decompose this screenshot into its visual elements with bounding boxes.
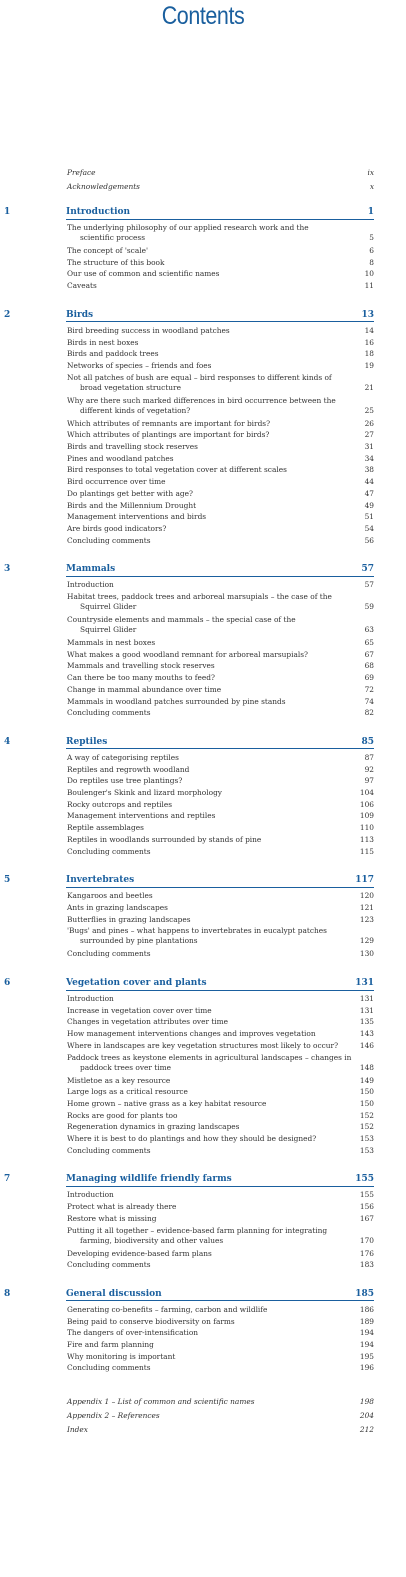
entry-page: 110	[359, 823, 374, 833]
entry-page: 5	[369, 233, 374, 243]
entry-page: 26	[364, 418, 374, 428]
entry-title: Developing evidence-based farm plans	[67, 1248, 212, 1258]
entry-page: 59	[364, 602, 374, 612]
toc-entry[interactable]	[0, 638, 406, 650]
chapter-heading[interactable]	[0, 1173, 406, 1185]
chapter-number: 3	[4, 564, 11, 575]
entry-title: Generating co-benefits – farming, carbon and wildlife	[67, 1304, 268, 1314]
entry-title-continued: Squirrel Glider	[80, 602, 137, 612]
entry-page: 189	[359, 1316, 374, 1326]
toc-entry[interactable]	[0, 823, 406, 835]
entry-title: Reptiles in woodlands surrounded by stands of pine	[67, 834, 262, 844]
toc-entry[interactable]	[0, 1076, 406, 1088]
entry-title: Not all patches of bush are equal – bird responses to different kinds of	[67, 372, 332, 382]
toc-entry[interactable]	[0, 512, 406, 524]
back-matter-entry[interactable]	[0, 1425, 406, 1437]
entry-page: 31	[364, 442, 374, 451]
chapter-heading[interactable]	[0, 563, 406, 575]
toc-entry[interactable]	[0, 372, 406, 392]
back-matter-entry[interactable]	[0, 1397, 406, 1409]
entry-page: 57	[364, 580, 374, 590]
entry-title: Introduction	[67, 994, 114, 1003]
toc-entry[interactable]	[0, 915, 406, 927]
chapter-number: 1	[4, 207, 11, 217]
chapter-rule	[66, 887, 374, 888]
entry-title: Where it is best to do plantings and how they should be designed?	[67, 1134, 317, 1143]
toc-entry[interactable]	[0, 501, 406, 513]
toc-entry[interactable]	[0, 258, 406, 270]
entry-page: 44	[364, 477, 374, 487]
toc-entry[interactable]	[0, 788, 406, 800]
entry-title: Concluding comments	[67, 535, 151, 545]
chapter-title: General discussion	[66, 1288, 162, 1299]
toc-entry[interactable]	[0, 1006, 406, 1018]
entry-page: 67	[364, 649, 374, 659]
entry-page: 129	[359, 936, 374, 946]
entry-title: Bird breeding success in woodland patches	[67, 325, 230, 335]
chapter-page: 185	[355, 1288, 374, 1299]
entry-page: 135	[359, 1017, 374, 1027]
entry-page: 143	[359, 1029, 374, 1039]
entry-title: Concluding comments	[67, 1363, 151, 1373]
entry-title-continued: different kinds of vegetation?	[80, 405, 191, 415]
entry-page: 212	[359, 1425, 374, 1435]
entry-title: Concluding comments	[67, 846, 151, 856]
toc-entry[interactable]	[0, 1146, 406, 1158]
entry-title: Birds and paddock trees	[67, 349, 159, 359]
toc-entry[interactable]	[0, 994, 406, 1006]
toc-entry[interactable]	[0, 1087, 406, 1099]
toc-entry[interactable]	[0, 765, 406, 777]
entry-title: The underlying philosophy of our applied research work and the	[67, 223, 309, 232]
entry-title: Pines and woodland patches	[67, 453, 174, 463]
entry-title: Fire and farm planning	[67, 1340, 154, 1349]
chapter-heading[interactable]	[0, 977, 406, 989]
entry-page: 6	[369, 246, 374, 255]
entry-title: Home grown – native grass as a key habitat resource	[67, 1098, 267, 1108]
entry-page: 121	[359, 902, 374, 912]
entry-page: 74	[364, 696, 374, 706]
entry-page: 63	[364, 625, 374, 635]
entry-page: 19	[364, 360, 374, 370]
toc-entry[interactable]	[0, 361, 406, 373]
entry-title: Management interventions and reptiles	[67, 811, 216, 821]
chapter-title: Vegetation cover and plants	[66, 978, 207, 988]
entry-title: Do plantings get better with age?	[67, 488, 193, 498]
entry-page: 170	[359, 1235, 374, 1245]
entry-page: 18	[364, 349, 374, 359]
toc-entry[interactable]	[0, 1111, 406, 1123]
entry-page: 152	[359, 1122, 374, 1132]
entry-page: 131	[359, 1005, 374, 1015]
entry-title: Which attributes of remnants are important for birds?	[67, 418, 271, 428]
entry-title: 'Bugs' and pines – what happens to invertebrates in eucalypt patches	[67, 926, 327, 936]
entry-page: x	[369, 182, 374, 191]
entry-page: 153	[359, 1145, 374, 1155]
entry-title: What makes a good woodland remnant for arboreal marsupials?	[67, 649, 309, 659]
chapter-title: Introduction	[66, 207, 131, 217]
entry-page: 120	[359, 891, 374, 901]
toc-entry[interactable]	[0, 949, 406, 961]
entry-title: Countryside elements and mammals – the special case of the	[67, 615, 296, 624]
entry-title: Concluding comments	[67, 1260, 151, 1270]
entry-title: Appendix 1 – List of common and scientific names	[67, 1397, 255, 1407]
toc-entry[interactable]	[0, 697, 406, 709]
toc-entry[interactable]	[0, 338, 406, 350]
entry-title: Do reptiles use tree plantings?	[67, 776, 183, 786]
entry-page: 198	[359, 1397, 374, 1407]
chapter-number: 4	[4, 736, 11, 747]
toc-entry[interactable]	[0, 430, 406, 442]
toc-entry[interactable]	[0, 1305, 406, 1317]
entry-title: Being paid to conserve biodiversity on farms	[67, 1316, 235, 1326]
entry-page: 72	[364, 684, 374, 694]
toc-entry[interactable]	[0, 1328, 406, 1340]
chapter-number: 7	[4, 1174, 11, 1185]
entry-title: Why are there such marked differences in bird occurrence between the	[67, 395, 336, 405]
chapter-rule	[66, 1300, 374, 1301]
chapter-rule	[66, 576, 374, 577]
entry-page: 150	[359, 1087, 374, 1097]
entry-title: Birds and the Millennium Drought	[67, 500, 197, 510]
toc-entry[interactable]	[0, 1041, 406, 1053]
entry-title: Why monitoring is important	[67, 1351, 176, 1361]
toc-entry[interactable]	[0, 580, 406, 592]
entry-page: 87	[364, 752, 374, 762]
toc-entry[interactable]	[0, 1202, 406, 1214]
entry-title: Rocks are good for plants too	[67, 1110, 178, 1120]
toc-entry[interactable]	[0, 753, 406, 765]
entry-page: 183	[359, 1260, 374, 1270]
chapter-page: 117	[355, 875, 374, 886]
entry-title: Mistletoe as a key resource	[67, 1075, 171, 1085]
toc-entry[interactable]	[0, 1029, 406, 1041]
entry-title: Concluding comments	[67, 1145, 151, 1155]
toc-entry[interactable]	[0, 395, 406, 415]
toc-entry[interactable]	[0, 1052, 406, 1072]
entry-page: 195	[359, 1351, 374, 1361]
toc-entry[interactable]	[0, 847, 406, 859]
toc-entry[interactable]	[0, 903, 406, 915]
page-title: Contents	[161, 2, 245, 30]
toc-entry[interactable]	[0, 489, 406, 501]
entry-page: 167	[359, 1213, 374, 1223]
chapter-page: 155	[355, 1174, 374, 1185]
front-matter-entry[interactable]	[0, 182, 406, 194]
entry-title: Mammals and travelling stock reserves	[67, 661, 215, 671]
chapter-heading[interactable]	[0, 1288, 406, 1300]
entry-page: 194	[359, 1328, 374, 1338]
entry-title-continued: surrounded by pine plantations	[80, 936, 198, 946]
entry-title: Are birds good indicators?	[67, 523, 167, 533]
entry-title: Habitat trees, paddock trees and arboreal marsupials – the case of the	[67, 592, 332, 601]
chapter-title: Reptiles	[66, 736, 108, 747]
toc-entry[interactable]	[0, 685, 406, 697]
entry-title: Bird occurrence over time	[67, 477, 166, 487]
chapter-page: 85	[361, 736, 374, 747]
chapter-title: Birds	[66, 309, 94, 320]
chapter-number: 5	[4, 875, 11, 886]
entry-title: Ants in grazing landscapes	[67, 902, 168, 912]
entry-page: 25	[364, 405, 374, 415]
entry-title: Networks of species – friends and foes	[67, 360, 212, 370]
entry-page: 186	[359, 1304, 374, 1314]
entry-title: A way of categorising reptiles	[67, 752, 179, 762]
chapter-heading[interactable]	[0, 874, 406, 886]
toc-entry[interactable]	[0, 536, 406, 548]
chapter-page: 1	[367, 207, 374, 217]
entry-title: Reptiles and regrowth woodland	[67, 764, 190, 774]
chapter-number: 8	[4, 1288, 11, 1299]
entry-page: 106	[359, 799, 374, 809]
toc-entry[interactable]	[0, 1317, 406, 1329]
entry-title-continued: farming, biodiversity and other values	[80, 1235, 224, 1245]
toc-entry[interactable]	[0, 223, 406, 243]
entry-page: 21	[364, 382, 374, 392]
toc-entry[interactable]	[0, 926, 406, 946]
entry-title: The dangers of over-intensification	[67, 1328, 199, 1338]
entry-page: 152	[359, 1110, 374, 1120]
entry-page: 123	[359, 914, 374, 924]
entry-page: 34	[364, 453, 374, 463]
chapter-page: 131	[355, 978, 374, 988]
entry-title: Management interventions and birds	[67, 512, 207, 522]
entry-title: Can there be too many mouths to feed?	[67, 673, 215, 683]
toc-entry[interactable]	[0, 419, 406, 431]
entry-page: 47	[364, 488, 374, 498]
chapter-number: 6	[4, 978, 11, 988]
entry-title-continued: paddock trees over time	[80, 1062, 172, 1072]
toc-entry[interactable]	[0, 1099, 406, 1111]
entry-title: Kangaroos and beetles	[67, 891, 153, 901]
chapter-page: 57	[361, 564, 374, 575]
entry-page: 149	[359, 1075, 374, 1085]
entry-title: Birds in nest boxes	[67, 337, 139, 347]
entry-title: Introduction	[67, 580, 114, 590]
toc-entry[interactable]	[0, 1134, 406, 1146]
entry-page: 14	[364, 325, 374, 335]
toc-entry[interactable]	[0, 524, 406, 536]
entry-page: 54	[364, 523, 374, 533]
entry-page: 11	[364, 281, 374, 291]
toc-entry[interactable]	[0, 661, 406, 673]
entry-title: Acknowledgements	[67, 182, 140, 191]
toc-entry[interactable]	[0, 1017, 406, 1029]
entry-page: 49	[364, 500, 374, 510]
entry-page: 113	[359, 834, 374, 844]
toc-entry[interactable]	[0, 800, 406, 812]
entry-page: 8	[369, 257, 374, 267]
entry-page: 196	[359, 1363, 374, 1373]
entry-page: 92	[364, 764, 374, 774]
entry-title: How management interventions changes and improves vegetation	[67, 1029, 316, 1039]
toc-entry[interactable]	[0, 650, 406, 662]
toc-entry[interactable]	[0, 1214, 406, 1226]
chapter-rule	[66, 321, 374, 322]
entry-title: Mammals in nest boxes	[67, 638, 156, 647]
entry-page: 176	[359, 1248, 374, 1258]
entry-page: 27	[364, 430, 374, 440]
entry-title: Butterflies in grazing landscapes	[67, 914, 191, 924]
entry-page: 155	[359, 1190, 374, 1200]
toc-entry[interactable]	[0, 1190, 406, 1202]
toc-entry[interactable]	[0, 776, 406, 788]
entry-title: Protect what is already there	[67, 1202, 177, 1212]
entry-page: ix	[367, 168, 374, 177]
toc-entry[interactable]	[0, 1363, 406, 1375]
chapter-heading[interactable]	[0, 206, 406, 218]
entry-title: Regeneration dynamics in grazing landscapes	[67, 1122, 240, 1132]
toc-entry[interactable]	[0, 1352, 406, 1364]
entry-page: 82	[364, 708, 374, 718]
entry-page: 10	[364, 269, 374, 279]
entry-title: Index	[67, 1425, 88, 1435]
entry-title: The structure of this book	[67, 257, 165, 267]
chapter-rule	[66, 1186, 374, 1187]
entry-page: 146	[359, 1040, 374, 1050]
entry-page: 204	[359, 1411, 374, 1421]
toc-entry[interactable]	[0, 246, 406, 258]
entry-page: 56	[364, 535, 374, 545]
entry-title: Change in mammal abundance over time	[67, 684, 222, 694]
entry-title: Which attributes of plantings are important for birds?	[67, 430, 270, 440]
entry-title: Putting it all together – evidence-based farm planning for integrating	[67, 1225, 328, 1235]
entry-title: Paddock trees as keystone elements in agricultural landscapes – changes in	[67, 1052, 352, 1062]
toc-entry[interactable]	[0, 811, 406, 823]
entry-title: Concluding comments	[67, 949, 151, 959]
toc-entry[interactable]	[0, 835, 406, 847]
entry-page: 115	[359, 846, 374, 856]
entry-page: 69	[364, 673, 374, 683]
chapter-number: 2	[4, 309, 11, 320]
entry-page: 65	[364, 638, 374, 647]
toc-entry[interactable]	[0, 1225, 406, 1245]
toc-entry[interactable]	[0, 326, 406, 338]
entry-title-continued: broad vegetation structure	[80, 382, 181, 392]
entry-title: Rocky outcrops and reptiles	[67, 799, 173, 809]
entry-title-continued: Squirrel Glider	[80, 625, 137, 635]
entry-page: 38	[364, 465, 374, 475]
entry-title: Appendix 2 – References	[67, 1411, 160, 1421]
entry-page: 16	[364, 337, 374, 347]
chapter-rule	[66, 219, 374, 220]
entry-page: 148	[359, 1062, 374, 1072]
toc-entry[interactable]	[0, 349, 406, 361]
entry-title-continued: scientific process	[80, 233, 145, 243]
entry-title: Caveats	[67, 281, 97, 291]
entry-title: Where in landscapes are key vegetation structures most likely to occur?	[67, 1040, 339, 1050]
entry-title: Mammals in woodland patches surrounded by pine stands	[67, 696, 286, 706]
toc-entry[interactable]	[0, 673, 406, 685]
entry-page: 130	[359, 949, 374, 959]
entry-title: Birds and travelling stock reserves	[67, 442, 198, 451]
toc-entry[interactable]	[0, 708, 406, 720]
toc-entry[interactable]	[0, 442, 406, 454]
entry-title: Preface	[67, 168, 96, 177]
chapter-rule	[66, 748, 374, 749]
entry-title: Reptile assemblages	[67, 823, 144, 833]
chapter-title: Mammals	[66, 564, 116, 575]
entry-page: 97	[364, 776, 374, 786]
entry-page: 68	[364, 661, 374, 671]
toc-entry[interactable]	[0, 269, 406, 281]
chapter-rule	[66, 990, 374, 991]
chapter-heading[interactable]	[0, 736, 406, 748]
entry-page: 156	[359, 1202, 374, 1212]
entry-page: 104	[359, 788, 374, 797]
chapter-title: Invertebrates	[66, 875, 135, 886]
entry-title: Concluding comments	[67, 708, 151, 718]
toc-entry[interactable]	[0, 1340, 406, 1352]
entry-title: Introduction	[67, 1190, 114, 1200]
toc-entry[interactable]	[0, 465, 406, 477]
entry-title: Our use of common and scientific names	[67, 269, 220, 279]
toc-entry[interactable]	[0, 281, 406, 293]
back-matter-entry[interactable]	[0, 1411, 406, 1423]
toc-entry[interactable]	[0, 454, 406, 466]
entry-title: Changes in vegetation attributes over time	[67, 1017, 229, 1027]
entry-page: 153	[359, 1134, 374, 1143]
toc-entry[interactable]	[0, 592, 406, 612]
entry-title: Bird responses to total vegetation cover at different scales	[67, 465, 287, 475]
entry-title: Restore what is missing	[67, 1213, 157, 1223]
toc-entry[interactable]	[0, 1260, 406, 1272]
entry-page: 109	[359, 811, 374, 821]
entry-title: Large logs as a critical resource	[67, 1087, 188, 1097]
chapter-title: Managing wildlife friendly farms	[66, 1174, 232, 1185]
entry-title: Boulenger's Skink and lizard morphology	[67, 788, 222, 797]
chapter-page: 13	[361, 309, 374, 320]
entry-page: 150	[359, 1098, 374, 1108]
toc-entry[interactable]	[0, 891, 406, 903]
front-matter-entry[interactable]	[0, 168, 406, 180]
entry-page: 51	[364, 512, 374, 522]
toc-entry[interactable]	[0, 477, 406, 489]
entry-page: 194	[359, 1340, 374, 1349]
toc-entry[interactable]	[0, 1122, 406, 1134]
entry-title: Increase in vegetation cover over time	[67, 1005, 212, 1015]
chapter-heading[interactable]	[0, 309, 406, 321]
toc-entry[interactable]	[0, 615, 406, 635]
toc-entry[interactable]	[0, 1249, 406, 1261]
entry-page: 131	[359, 994, 374, 1003]
entry-title: The concept of 'scale'	[67, 246, 148, 255]
